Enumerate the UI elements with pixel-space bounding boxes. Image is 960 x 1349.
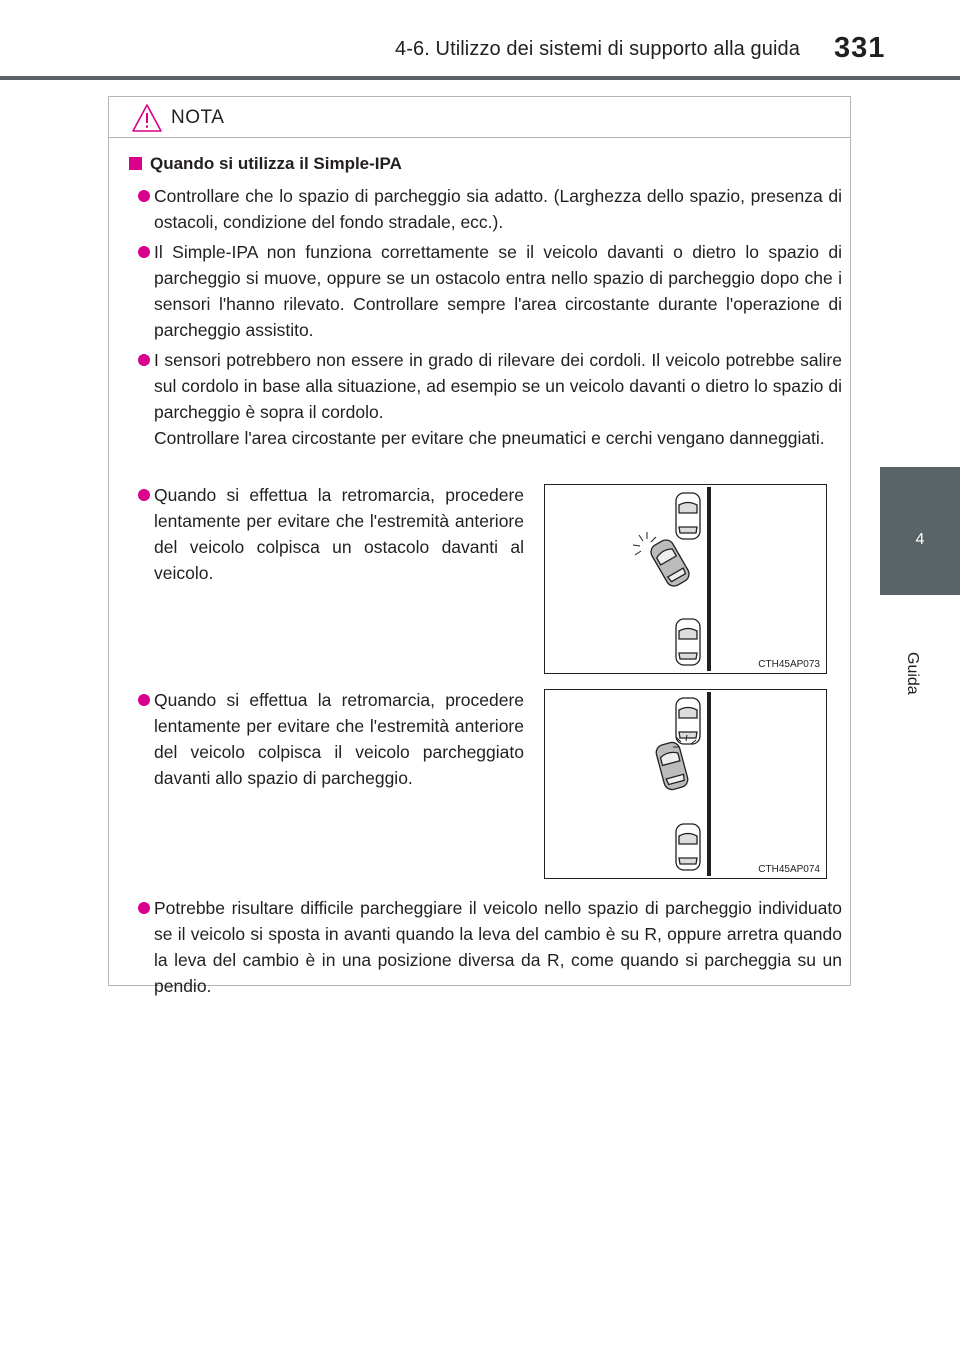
header-rule <box>0 76 960 80</box>
chapter-tab <box>880 467 960 595</box>
bullet-dot-icon <box>138 190 150 202</box>
bullet-dot-icon <box>138 489 150 501</box>
note-label: NOTA <box>171 107 225 128</box>
page-number: 331 <box>834 32 886 64</box>
bullet-dot-icon <box>138 246 150 258</box>
parked-car <box>676 493 700 539</box>
warning-triangle-icon <box>131 103 163 133</box>
figure-code: CTH45AP073 <box>758 659 820 670</box>
square-bullet-icon <box>129 157 142 170</box>
bullet-dot-icon <box>138 902 150 914</box>
figure-parked-vehicle <box>544 689 827 879</box>
note-subheading: Quando si utilizza il Simple-IPA <box>129 154 402 174</box>
list-item: Quando si effettua la retromarcia, procedere lentamente per evitare che l'estremità anteriore del veicolo colpisca un ostacolo davanti al veicolo. <box>154 482 524 586</box>
parked-car <box>676 619 700 665</box>
list-item: Potrebbe risultare difficile parcheggiare il veicolo nello spazio di parcheggio individuato se il veicolo si sposta in avanti quando la leva del cambio è su R, oppure arretra quando la leva del cambio è in una posizione diversa da R, come quando si parcheggia su un pendio. <box>154 895 842 999</box>
note-header <box>109 97 850 138</box>
reversing-car <box>654 741 689 792</box>
figure-obstacle <box>544 484 827 674</box>
list-item: Il Simple-IPA non funziona correttamente se il veicolo davanti o dietro lo spazio di parcheggio si muove, oppure se un ostacolo entra nello spazio di parcheggio dopo che i sensori l'hanno rilevato. Controllare sempre l'area circostante durante l'operazione di parcheggio assistito. <box>154 239 842 343</box>
parked-car <box>676 824 700 870</box>
list-item: Controllare che lo spazio di parcheggio sia adatto. (Larghezza dello spazio, presenza di ostacoli, condizione del fondo stradale, ecc.). <box>154 183 842 235</box>
section-title: 4-6. Utilizzo dei sistemi di supporto alla guida <box>395 38 800 60</box>
note-box <box>108 96 851 996</box>
list-item: I sensori potrebbero non essere in grado di rilevare dei cordoli. Il veicolo potrebbe salire sul cordolo in base alla situazione, ad esempio se un veicolo davanti o dietro lo spazio di parcheggio è sopra il cordolo. Controllare l'area circostante per evitare che pneumatici e cerchi vengano danneggiati. <box>154 347 842 451</box>
list-item: Quando si effettua la retromarcia, procedere lentamente per evitare che l'estremità anteriore del veicolo colpisca il veicolo parcheggiato davanti allo spazio di parcheggio. <box>154 687 524 791</box>
chapter-label: Guida <box>904 652 921 695</box>
chapter-number: 4 <box>915 531 925 548</box>
bullet-dot-icon <box>138 694 150 706</box>
figure-code: CTH45AP074 <box>758 864 820 875</box>
reversing-car <box>648 537 692 589</box>
bullet-dot-icon <box>138 354 150 366</box>
parked-car <box>676 698 700 744</box>
